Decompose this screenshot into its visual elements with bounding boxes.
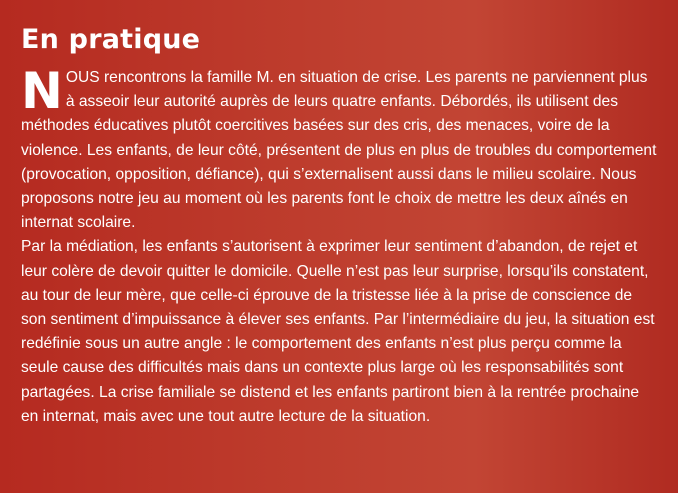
box-title: En pratique	[21, 24, 201, 55]
paragraph-2: Par la médiation, les enfants s’autorisent à exprimer leur sentiment d’abandon, de rejet et leur colère de devoir quitter le domicile. Quelle n’est pas leur surprise, lorsqu’ils constatent, au tour de leur mère, que celle-ci éprouve de la tristesse liée à la prise de conscience de son sentiment d’impuissance à élever ses enfants. Par l’intermédiaire du jeu, la situation est redéfinie sous un autre angle : le comportement des enfants n’est plus perçu comme la seule cause des difficultés mais dans un contexte plus large où les responsabilités sont partagées. La crise familiale se distend et les enfants partiront bien à la rentrée prochaine en internat, mais avec une tout autre lecture de la situation.	[21, 238, 655, 425]
drop-cap-continuation: OUS	[65, 69, 100, 86]
paragraph-1-text: rencontrons la famille M. en situation de crise. Les parents ne parviennent plus à asseoir leur autorité auprès de leurs quatre enfants. Débordés, ils utilisent des méthodes éducatives plutôt coercitives basées sur des cris, des menaces, voire de la violence. Les enfants, de leur côté, présentent de plus en plus de troubles du comportement (provocation, opposition, défiance), qui s’externalisent aussi dans le milieu scolaire. Nous proposons notre jeu au moment où les parents font le choix de mettre les deux aînés en internat scolaire.	[21, 69, 657, 232]
drop-cap: N	[21, 62, 63, 120]
paragraph-1	[21, 62, 658, 235]
box-body	[21, 62, 658, 429]
